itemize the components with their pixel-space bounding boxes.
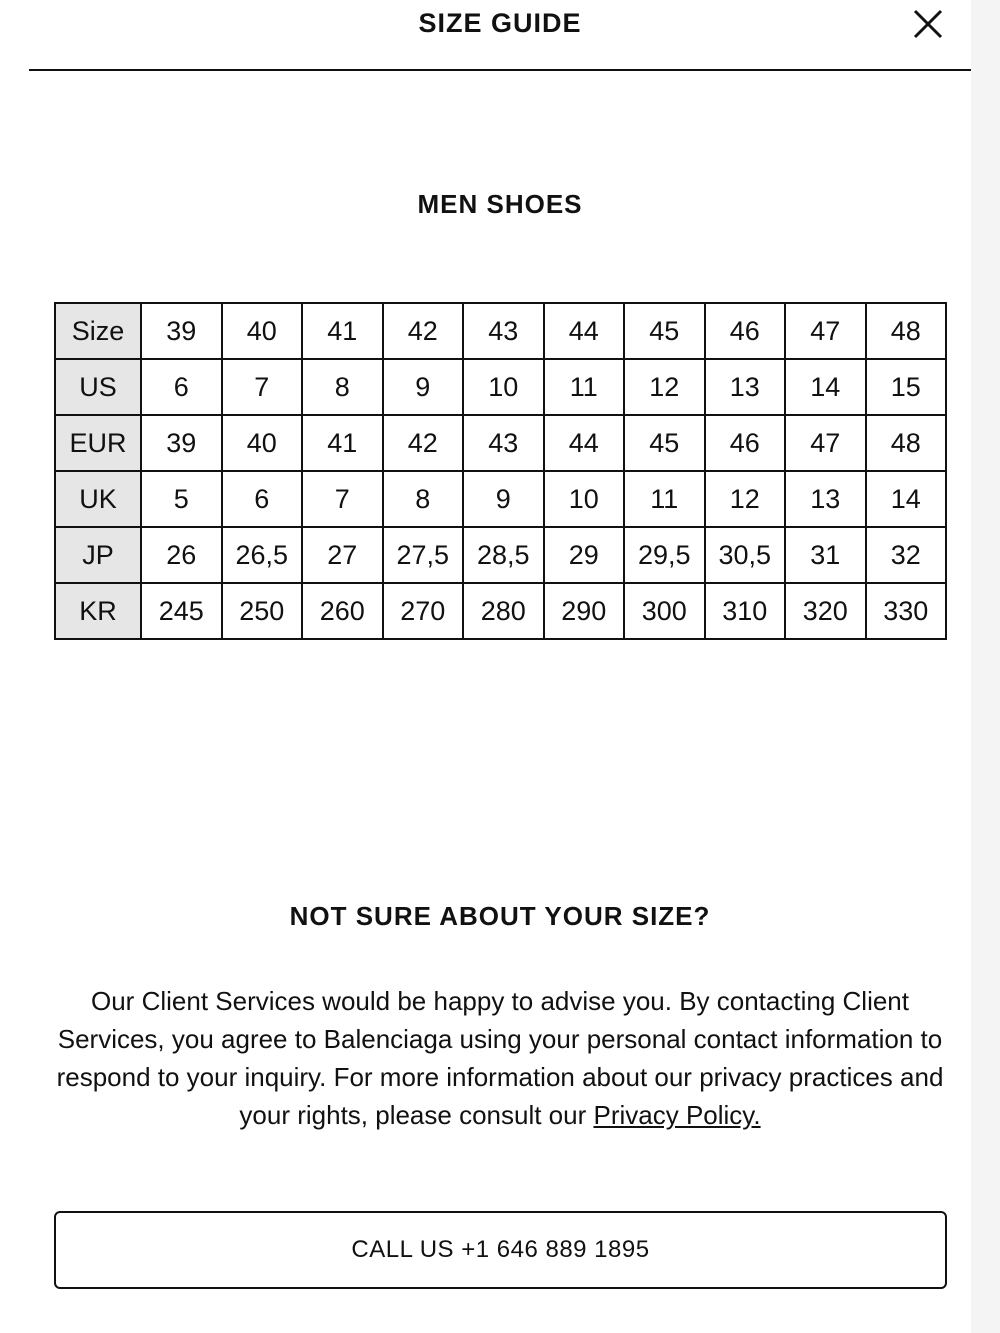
table-cell: 280 [463,583,544,639]
call-us-label: CALL US +1 646 889 1895 [351,1236,650,1263]
table-cell: 40 [222,303,303,359]
table-cell: 45 [624,303,705,359]
table-cell: 29,5 [624,527,705,583]
table-cell: 14 [866,471,947,527]
table-cell: 10 [463,359,544,415]
size-table [54,302,947,640]
table-cell: 9 [383,359,464,415]
close-icon [910,6,946,42]
table-cell: 12 [624,359,705,415]
close-button[interactable] [910,6,946,42]
table-row [55,471,946,527]
table-cell: 27 [302,527,383,583]
row-header: US [55,359,141,415]
table-cell: 46 [705,415,786,471]
row-header: Size [55,303,141,359]
page-title: SIZE GUIDE [418,8,582,38]
call-us-button[interactable] [54,1211,947,1289]
help-title: NOT SURE ABOUT YOUR SIZE? [289,901,711,931]
table-cell: 39 [141,303,222,359]
table-cell: 8 [302,359,383,415]
table-cell: 40 [222,415,303,471]
table-row [55,303,946,359]
table-cell: 7 [222,359,303,415]
table-cell: 31 [785,527,866,583]
table-cell: 330 [866,583,947,639]
table-cell: 42 [383,415,464,471]
table-cell: 39 [141,415,222,471]
table-cell: 29 [544,527,625,583]
section-title-men-shoes: MEN SHOES [417,189,583,219]
table-cell: 26,5 [222,527,303,583]
table-cell: 7 [302,471,383,527]
table-cell: 42 [383,303,464,359]
help-body: Our Client Services would be happy to advise you. By contacting Client Services, you agree to Balenciaga using your personal contact information to respond to your inquiry. For more information about our privacy practices and your rights, please consult our [56,986,944,1130]
table-cell: 32 [866,527,947,583]
table-cell: 8 [383,471,464,527]
table-cell: 300 [624,583,705,639]
table-cell: 41 [302,303,383,359]
table-cell: 46 [705,303,786,359]
table-cell: 43 [463,303,544,359]
table-cell: 320 [785,583,866,639]
table-cell: 47 [785,415,866,471]
privacy-policy-link[interactable]: Privacy Policy. [593,1100,761,1130]
row-header: KR [55,583,141,639]
table-cell: 10 [544,471,625,527]
table-cell: 11 [544,359,625,415]
table-cell: 48 [866,415,947,471]
table-row [55,527,946,583]
table-cell: 260 [302,583,383,639]
table-row [55,583,946,639]
table-cell: 47 [785,303,866,359]
table-cell: 245 [141,583,222,639]
table-row [55,415,946,471]
table-cell: 11 [624,471,705,527]
table-cell: 44 [544,415,625,471]
table-cell: 44 [544,303,625,359]
table-cell: 30,5 [705,527,786,583]
row-header: JP [55,527,141,583]
table-cell: 41 [302,415,383,471]
table-cell: 45 [624,415,705,471]
help-text [56,982,944,1134]
table-cell: 12 [705,471,786,527]
table-cell: 13 [785,471,866,527]
scrollbar-track[interactable] [971,0,1000,1333]
table-cell: 6 [222,471,303,527]
table-cell: 270 [383,583,464,639]
table-cell: 6 [141,359,222,415]
table-cell: 28,5 [463,527,544,583]
table-cell: 48 [866,303,947,359]
table-cell: 250 [222,583,303,639]
table-cell: 43 [463,415,544,471]
row-header: EUR [55,415,141,471]
table-cell: 9 [463,471,544,527]
row-header: UK [55,471,141,527]
table-cell: 27,5 [383,527,464,583]
table-cell: 14 [785,359,866,415]
table-row [55,359,946,415]
table-cell: 310 [705,583,786,639]
table-cell: 290 [544,583,625,639]
table-cell: 15 [866,359,947,415]
table-cell: 5 [141,471,222,527]
header [29,0,971,71]
table-cell: 26 [141,527,222,583]
table-cell: 13 [705,359,786,415]
